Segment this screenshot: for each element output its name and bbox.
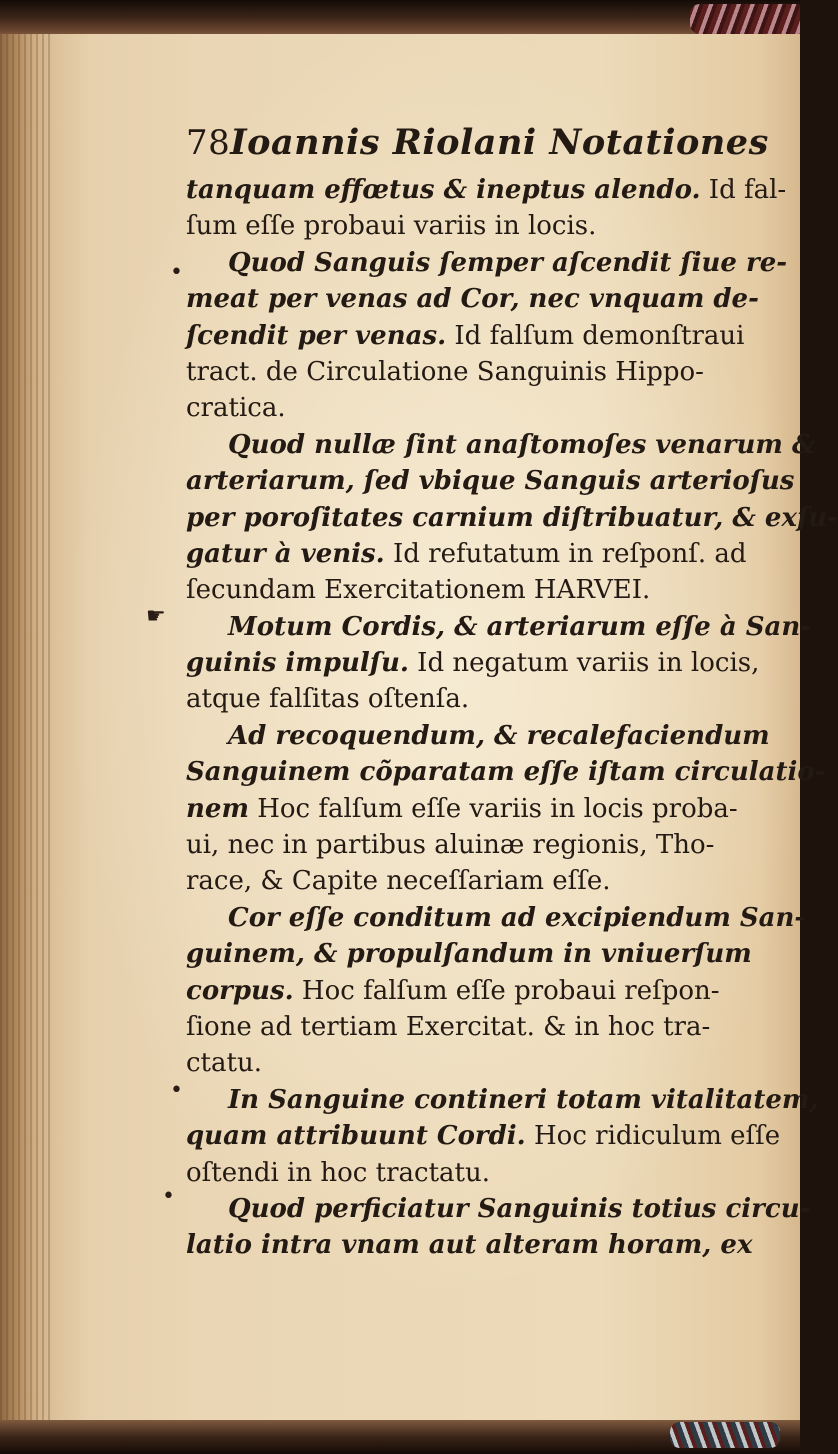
text-line-paragraph-start: Motum Cordis, & arteriarum eſſe à San- (228, 611, 812, 642)
running-header (186, 122, 769, 172)
book-top-edge (0, 0, 800, 38)
text-line: oſtendi in hoc tractatu. (186, 1157, 490, 1188)
text-line: ctatu. (186, 1048, 262, 1079)
text-line: Sanguinem cõparatam eſſe iſtam circulatio- (186, 757, 826, 788)
text-line: gatur à venis. Id refutatum in reſponſ. ad (186, 538, 747, 569)
text-line-paragraph-start: Ad recoquendum, & recalefaciendum (228, 720, 770, 751)
text-line: cratica. (186, 393, 286, 424)
text-line: latio intra vnam aut alteram horam, ex (186, 1230, 753, 1261)
text-line-paragraph-start: Cor eſſe conditum ad excipiendum San- (228, 902, 806, 933)
running-title: Ioannis Riolani Notationes (230, 122, 769, 163)
text-line: ui, nec in partibus aluinæ regionis, Tho- (186, 830, 715, 861)
text-line: guinis impulſu. Id negatum variis in locis, (186, 648, 760, 679)
text-line: ſione ad tertiam Exercitat. & in hoc tra- (186, 1011, 711, 1042)
text-line-paragraph-start: In Sanguine contineri totam vitalitatem, (228, 1084, 819, 1115)
text-line: race, & Capite neceſſariam eſſe. (186, 866, 611, 897)
text-line: quam attribuunt Cordi. Hoc ridiculum eſſe (186, 1121, 781, 1152)
text-line: ſum eſſe probaui variis in locis. (186, 211, 597, 242)
book-page (0, 34, 838, 1420)
bookmark-cord-bottom (670, 1422, 780, 1448)
text-line-paragraph-start: Quod nullæ ſint anaſtomoſes venarum & (228, 429, 816, 460)
text-line: ſecundam Exercitationem HARVEI. (186, 575, 651, 606)
text-line: tract. de Circulatione Sanguinis Hippo- (186, 356, 704, 387)
text-line: meat per venas ad Cor, nec vnquam de- (186, 284, 759, 315)
margin-dot-mark-2: • (170, 1078, 183, 1103)
page-gutter (0, 34, 50, 1420)
text-line: ſcendit per venas. Id falſum demonſtraui (186, 320, 745, 351)
text-line: tanquam effœtus & ineptus alendo. Id fal- (186, 175, 787, 205)
text-line: guinem, & propulſandum in vniuerſum (186, 939, 752, 970)
margin-hand-mark: ☛ (146, 604, 166, 629)
text-line: per poroſitates carnium diſtribuatur, & exſu- (186, 502, 838, 533)
text-line-paragraph-start: Quod perficiatur Sanguinis totius circu- (228, 1193, 811, 1224)
text-line: corpus. Hoc falſum eſſe probaui reſpon- (186, 975, 720, 1006)
text-line: atque falſitas oſtenſa. (186, 684, 470, 715)
page-number: 78 (186, 123, 231, 163)
text-line-paragraph-start: Quod Sanguis ſemper aſcendit ſiue re- (228, 247, 788, 278)
bookmark-cord-top (690, 4, 800, 34)
margin-dot-mark: • (170, 260, 183, 285)
text-line: arteriarum, ſed vbique Sanguis arterioſus (186, 466, 795, 497)
margin-dot-mark-3: • (162, 1184, 175, 1209)
page-text (186, 122, 838, 1264)
text-line: nem Hoc falſum eſſe variis in locis proba- (186, 793, 738, 824)
